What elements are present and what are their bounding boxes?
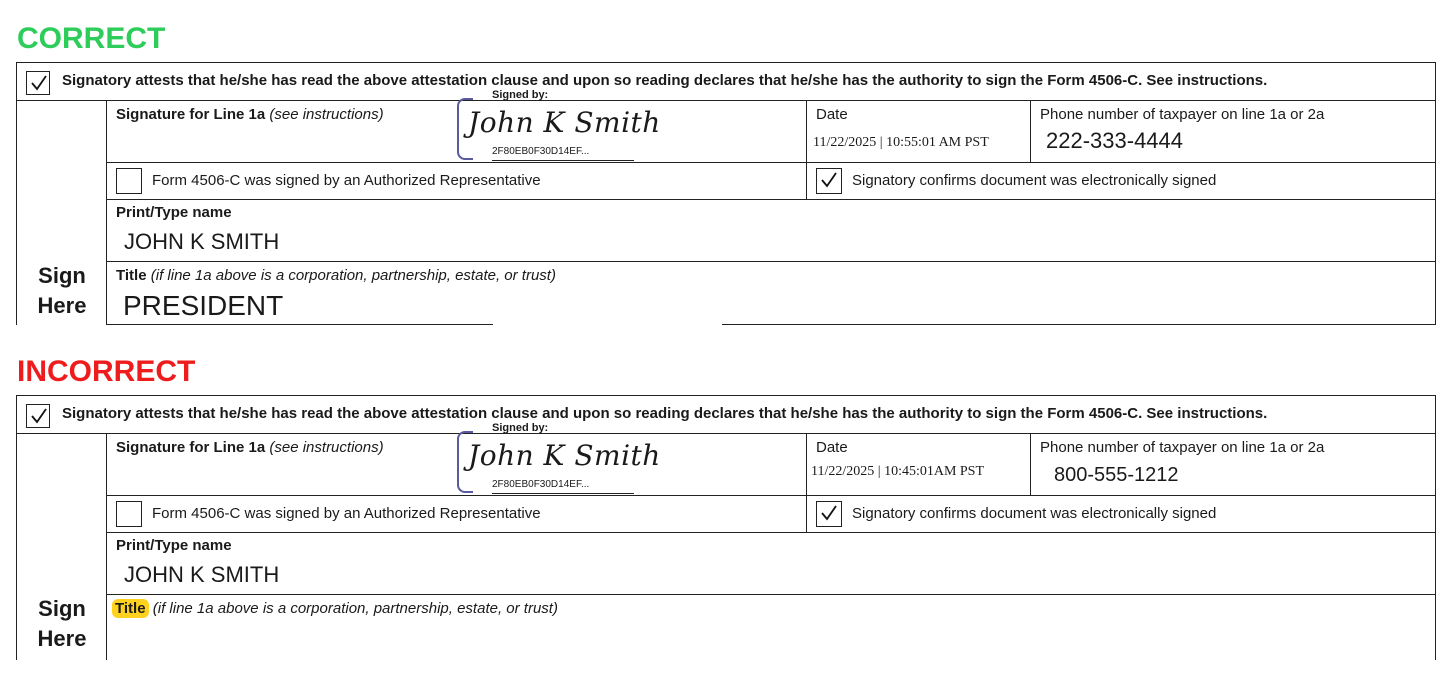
checkmark-icon xyxy=(820,171,838,189)
incorrect-heading: INCORRECT xyxy=(17,355,196,388)
phone-label: Phone number of taxpayer on line 1a or 2a xyxy=(1040,106,1325,123)
correct-heading: CORRECT xyxy=(17,22,166,55)
date-label: Date xyxy=(816,439,848,456)
checkmark-icon xyxy=(30,407,48,425)
electronic-sign-checkbox[interactable] xyxy=(816,501,842,527)
signature-text: John K Smith xyxy=(468,106,661,139)
date-value: 11/22/2025 | 10:55:01 AM PST xyxy=(813,135,989,150)
phone-value[interactable]: 222-333-4444 xyxy=(1046,128,1184,153)
form-incorrect xyxy=(0,395,1450,660)
authorized-rep-label: Form 4506-C was signed by an Authorized Representative xyxy=(152,505,541,522)
sign-here-label: Sign Here xyxy=(37,263,87,318)
checkmark-icon xyxy=(30,74,48,92)
print-name-label: Print/Type name xyxy=(116,537,232,554)
signed-by-label: Signed by: xyxy=(492,89,549,101)
attestation-text: Signatory attests that he/she has read the above attestation clause and upon so reading declares that he/she has the authority to sign the Form 4506-C. See instructions. xyxy=(62,72,1268,89)
title-value[interactable]: PRESIDENT xyxy=(123,290,284,321)
title-label: Title (if line 1a above is a corporation, partnership, estate, or trust) xyxy=(116,267,556,284)
phone-value[interactable]: 800-555-1212 xyxy=(1054,464,1179,486)
signature-label: Signature for Line 1a (see instructions) xyxy=(116,439,384,456)
attestation-text: Signatory attests that he/she has read the above attestation clause and upon so reading declares that he/she has the authority to sign the Form 4506-C. See instructions. xyxy=(62,405,1268,422)
phone-label: Phone number of taxpayer on line 1a or 2a xyxy=(1040,439,1325,456)
print-name-label: Print/Type name xyxy=(116,204,232,221)
date-label: Date xyxy=(816,106,848,123)
signature-hash: 2F80EB0F30D14EF... xyxy=(492,479,590,490)
attestation-checkbox[interactable] xyxy=(26,404,50,428)
form-correct xyxy=(0,62,1450,327)
signature-label: Signature for Line 1a (see instructions) xyxy=(116,106,384,123)
title-label-highlight: Title xyxy=(112,599,149,618)
sign-here-label: Sign Here xyxy=(37,596,87,651)
electronic-sign-label: Signatory confirms document was electronically signed xyxy=(852,505,1217,522)
print-name-value[interactable]: JOHN K SMITH xyxy=(124,562,280,587)
checkmark-icon xyxy=(820,504,838,522)
authorized-rep-checkbox[interactable] xyxy=(116,168,142,194)
signature-text: John K Smith xyxy=(468,439,661,472)
authorized-rep-checkbox[interactable] xyxy=(116,501,142,527)
electronic-sign-label: Signatory confirms document was electronically signed xyxy=(852,172,1217,189)
attestation-checkbox[interactable] xyxy=(26,71,50,95)
signed-by-label: Signed by: xyxy=(492,422,549,434)
signature-hash: 2F80EB0F30D14EF... xyxy=(492,146,590,157)
e-signature xyxy=(452,422,661,497)
e-signature xyxy=(452,89,661,164)
title-label: Title (if line 1a above is a corporation, partnership, estate, or trust) xyxy=(112,600,558,617)
authorized-rep-label: Form 4506-C was signed by an Authorized Representative xyxy=(152,172,541,189)
electronic-sign-checkbox[interactable] xyxy=(816,168,842,194)
date-value: 11/22/2025 | 10:45:01AM PST xyxy=(811,464,985,479)
print-name-value[interactable]: JOHN K SMITH xyxy=(124,229,280,254)
